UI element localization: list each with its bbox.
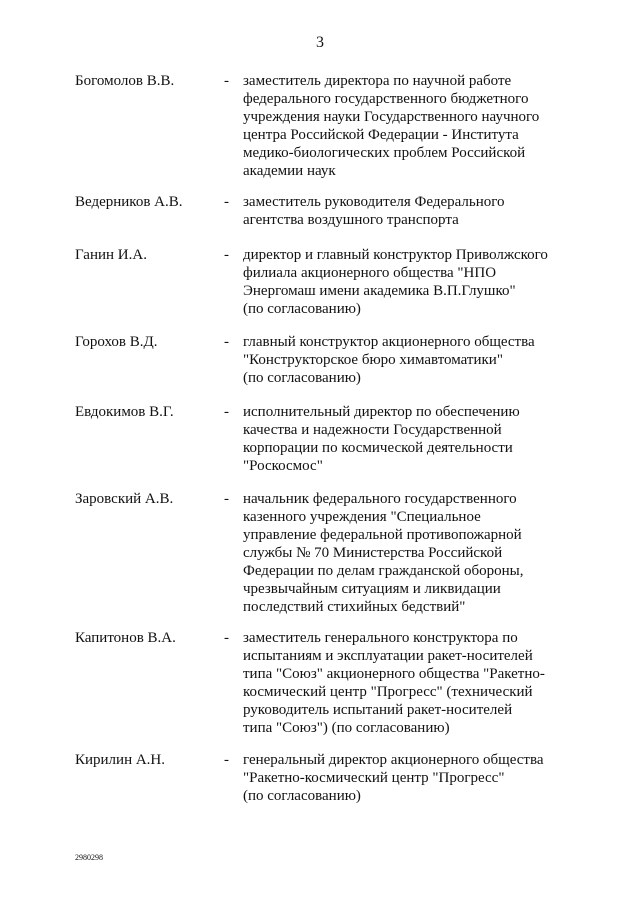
role-line: казенного учреждения "Специальное: [243, 509, 481, 525]
role-line: агентства воздушного транспорта: [243, 212, 459, 228]
person-name: Кирилин А.Н.: [75, 752, 166, 768]
role-line: заместитель генерального конструктора по: [243, 630, 518, 646]
role-line: федерального государственного бюджетного: [243, 91, 529, 107]
role-line: (по согласованию): [243, 301, 361, 317]
person-role: [243, 246, 583, 318]
role-line: космический центр "Прогресс" (технический: [243, 684, 533, 700]
dash-separator: -: [224, 334, 229, 350]
role-line: службы № 70 Министерства Российской: [243, 545, 503, 561]
role-line: исполнительный директор по обеспечению: [243, 404, 520, 420]
role-line: Энергомаш имени академика В.П.Глушко": [243, 283, 516, 299]
role-line: (по согласованию): [243, 370, 361, 386]
role-line: центра Российской Федерации - Института: [243, 127, 519, 143]
dash-separator: -: [224, 752, 229, 768]
person-role: [243, 333, 583, 387]
person-role: [243, 751, 583, 805]
role-line: (по согласованию): [243, 788, 361, 804]
role-line: испытаниям и эксплуатации ракет-носителей: [243, 648, 533, 664]
role-line: корпорации по космической деятельности: [243, 440, 513, 456]
dash-separator: -: [224, 404, 229, 420]
page-number: 3: [316, 34, 324, 51]
role-line: медико-биологических проблем Российской: [243, 145, 526, 161]
role-line: качества и надежности Государственной: [243, 422, 502, 438]
person-role: [243, 490, 583, 616]
person-role: [243, 193, 583, 229]
role-line: "Конструкторское бюро химавтоматики": [243, 352, 503, 368]
dash-separator: -: [224, 194, 229, 210]
person-name: Богомолов В.В.: [75, 73, 175, 89]
role-line: "Роскосмос": [243, 458, 323, 474]
person-role: [243, 72, 583, 180]
person-name: Горохов В.Д.: [75, 334, 158, 350]
person-role: [243, 403, 583, 475]
role-line: управление федеральной противопожарной: [243, 527, 522, 543]
role-line: заместитель директора по научной работе: [243, 73, 512, 89]
role-line: начальник федерального государственного: [243, 491, 517, 507]
role-line: филиала акционерного общества "НПО: [243, 265, 497, 281]
role-line: главный конструктор акционерного общества: [243, 334, 535, 350]
role-line: "Ракетно-космический центр "Прогресс": [243, 770, 505, 786]
person-name: Ганин И.А.: [75, 247, 147, 263]
person-role: [243, 629, 583, 737]
role-line: типа "Союз" акционерного общества "Ракетно-: [243, 666, 545, 682]
dash-separator: -: [224, 73, 229, 89]
person-name: Ведерников А.В.: [75, 194, 183, 210]
person-name: Капитонов В.А.: [75, 630, 176, 646]
dash-separator: -: [224, 630, 229, 646]
role-line: Федерации по делам гражданской обороны,: [243, 563, 524, 579]
person-name: Евдокимов В.Г.: [75, 404, 174, 420]
person-name: Заровский А.В.: [75, 491, 174, 507]
document-code: 2980298: [75, 853, 103, 862]
dash-separator: -: [224, 247, 229, 263]
dash-separator: -: [224, 491, 229, 507]
role-line: генеральный директор акционерного общества: [243, 752, 544, 768]
role-line: директор и главный конструктор Приволжского: [243, 247, 548, 263]
role-line: академии наук: [243, 163, 336, 179]
role-line: последствий стихийных бедствий": [243, 599, 466, 615]
role-line: чрезвычайным ситуациям и ликвидации: [243, 581, 501, 597]
role-line: типа "Союз") (по согласованию): [243, 720, 450, 736]
role-line: руководитель испытаний ракет-носителей: [243, 702, 513, 718]
role-line: заместитель руководителя Федерального: [243, 194, 505, 210]
role-line: учреждения науки Государственного научного: [243, 109, 540, 125]
